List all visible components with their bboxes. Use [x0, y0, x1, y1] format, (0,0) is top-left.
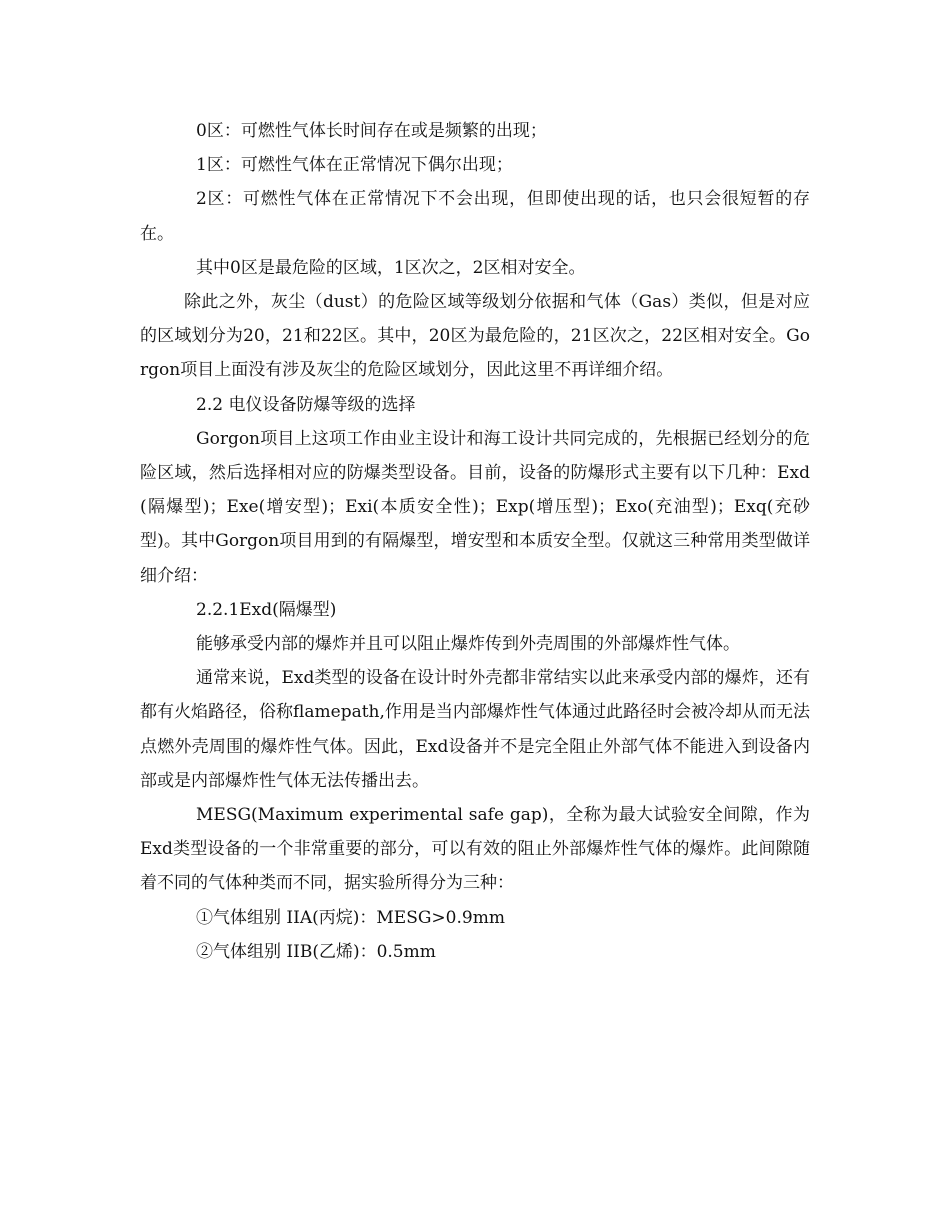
list-item-iia: ①气体组别 IIA(丙烷)：MESG>0.9mm	[196, 907, 505, 928]
document-body	[140, 114, 810, 969]
list-item-iib: ②气体组别 IIB(乙烯)：0.5mm	[196, 941, 436, 962]
paragraph-zone-2: 2区：可燃性气体在正常情况下不会出现，但即使出现的话，也只会很短暂的存在。	[140, 189, 810, 244]
paragraph-exd-flamepath: 通常来说，Exd类型的设备在设计时外壳都非常结实以此来承受内部的爆炸，还有都有火焰路径，俗称flamepath,作用是当内部爆炸性气体通过此路径时会被冷却从而无法点燃外壳周围的爆炸性气体。因此，Exd设备并不是完全阻止外部气体不能进入到设备内部或是内部爆炸性气体无法传播出去。	[140, 668, 810, 791]
section-heading-2-2: 2.2 电仪设备防爆等级的选择	[196, 394, 416, 415]
paragraph-explosion-types: Gorgon项目上这项工作由业主设计和海工设计共同完成的，先根据已经划分的危险区域，然后选择相对应的防爆类型设备。目前，设备的防爆形式主要有以下几种：Exd(隔爆型)；Exe(增安型)；Exi(本质安全性)；Exp(增压型)；Exo(充油型)；Exq(充砂型)。其中Gorgon项目用到的有隔爆型，增安型和本质安全型。仅就这三种常用类型做详细介绍：	[140, 428, 810, 586]
paragraph-zone-1: 1区：可燃性气体在正常情况下偶尔出现；	[196, 155, 513, 176]
paragraph-dust-zones: 除此之外，灰尘（dust）的危险区域等级划分依据和气体（Gas）类似，但是对应的区域划分为20，21和22区。其中，20区为最危险的，21区次之，22区相对安全。Gorgon项目上面没有涉及灰尘的危险区域划分，因此这里不再详细介绍。	[140, 292, 810, 381]
section-heading-2-2-1: 2.2.1Exd(隔爆型)	[196, 599, 337, 620]
paragraph-zone-summary: 其中0区是最危险的区域，1区次之，2区相对安全。	[196, 257, 586, 278]
paragraph-zone-0: 0区：可燃性气体长时间存在或是频繁的出现；	[196, 121, 547, 141]
paragraph-mesg: MESG(Maximum experimental safe gap)，全称为最大试验安全间隙，作为Exd类型设备的一个非常重要的部分，可以有效的阻止外部爆炸性气体的爆炸。此间隙随着不同的气体种类而不同，据实验所得分为三种：	[140, 805, 810, 894]
paragraph-exd-definition: 能够承受内部的爆炸并且可以阻止爆炸传到外壳周围的外部爆炸性气体。	[196, 634, 740, 655]
